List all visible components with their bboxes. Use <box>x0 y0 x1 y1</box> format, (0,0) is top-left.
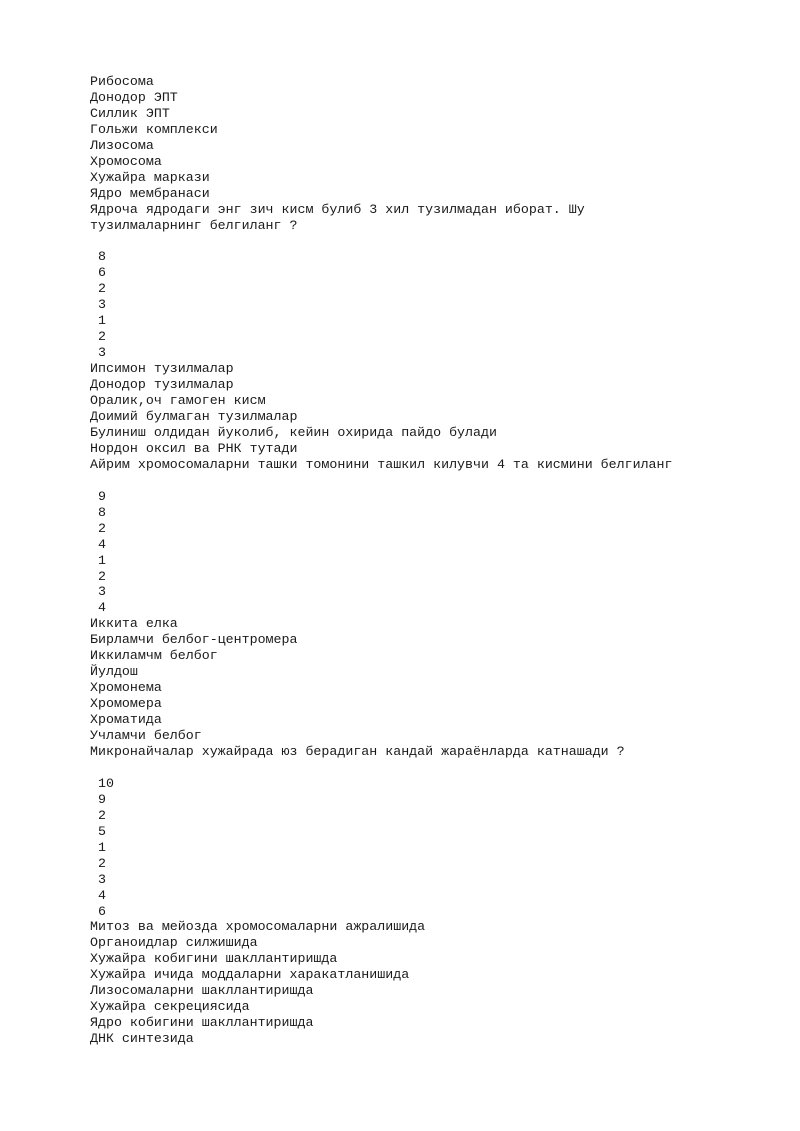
blank-line <box>90 234 673 250</box>
answer-number: 1 <box>90 313 106 329</box>
answer-number: 5 <box>90 823 106 839</box>
list-item: Оралик,оч гамоген кисм <box>90 393 266 409</box>
answer-number: 1 <box>90 839 106 855</box>
list-item: Лизосома <box>90 137 154 153</box>
answer-number: 3 <box>90 871 106 887</box>
answer-number: 4 <box>90 536 106 552</box>
answer-number: 8 <box>90 249 106 265</box>
document-body <box>90 74 673 1047</box>
list-item: Силлик ЭПТ <box>90 105 170 121</box>
answer-number: 9 <box>90 791 106 807</box>
list-item: Хромосома <box>90 153 162 169</box>
list-item: Ядро кобигини шакллантиришда <box>90 1015 314 1031</box>
answer-number: 8 <box>90 504 106 520</box>
list-item: Органоидлар силжишида <box>90 935 258 951</box>
list-item: Хроматида <box>90 712 162 728</box>
answer-number: 1 <box>90 552 106 568</box>
answer-number: 2 <box>90 855 106 871</box>
answer-number: 6 <box>90 265 106 281</box>
question-line: Микронайчалар хужайрада юз берадиган кандай жараёнларда катнашади ? <box>90 744 625 759</box>
answer-number: 3 <box>90 297 106 313</box>
list-item: Хромонема <box>90 680 162 696</box>
list-item: Хужайра кобигини шакллантиришда <box>90 951 338 967</box>
answer-number: 9 <box>90 488 106 504</box>
list-item: Рибосома <box>90 74 154 89</box>
list-item: Хужайра секрециясида <box>90 999 250 1015</box>
blank-line <box>90 760 673 776</box>
answer-number: 2 <box>90 329 106 345</box>
list-item: Хужайра маркази <box>90 169 210 185</box>
list-item: Йулдош <box>90 664 138 680</box>
list-item: Лизосомаларни шакллантиришда <box>90 983 314 999</box>
answer-number: 2 <box>90 568 106 584</box>
answer-number: 2 <box>90 281 106 297</box>
list-item: Митоз ва мейозда хромосомаларни ажралишида <box>90 919 426 935</box>
list-item: Хужайра ичида моддаларни харакатланишида <box>90 967 410 983</box>
list-item: Ипсимон тузилмалар <box>90 361 234 377</box>
list-item: Гольжи комплекси <box>90 121 218 137</box>
answer-number: 10 <box>90 775 114 791</box>
list-item: ДНК синтезида <box>90 1031 194 1047</box>
list-item: Хромомера <box>90 696 162 712</box>
answer-number: 3 <box>90 345 106 361</box>
question-line: Ядроча ядродаги энг зич кисм булиб 3 хил тузилмадан иборат. Шу <box>90 201 585 217</box>
list-item: Нордон оксил ва РНК тутади <box>90 440 298 456</box>
blank-line <box>90 473 673 489</box>
answer-number: 2 <box>90 807 106 823</box>
question-line: тузилмаларнинг белгиланг ? <box>90 217 298 233</box>
list-item: Булиниш олдидан йуколиб, кейин охирида пайдо булади <box>90 424 497 440</box>
list-item: Иккиламчм белбог <box>90 648 218 664</box>
list-item: Бирламчи белбог-центромера <box>90 632 298 648</box>
answer-number: 4 <box>90 600 106 616</box>
question-line: Айрим хромосомаларни ташки томонини ташкил килувчи 4 та кисмини белгиланг <box>90 456 673 472</box>
answer-number: 3 <box>90 584 106 600</box>
answer-number: 6 <box>90 903 106 919</box>
answer-number: 2 <box>90 520 106 536</box>
list-item: Ядро мембранаси <box>90 185 210 201</box>
list-item: Доимий булмаган тузилмалар <box>90 409 298 424</box>
list-item: Учламчи белбог <box>90 728 202 744</box>
list-item: Иккита елка <box>90 616 178 632</box>
list-item: Донодор ЭПТ <box>90 89 178 105</box>
answer-number: 4 <box>90 887 106 903</box>
list-item: Донодор тузилмалар <box>90 377 234 393</box>
